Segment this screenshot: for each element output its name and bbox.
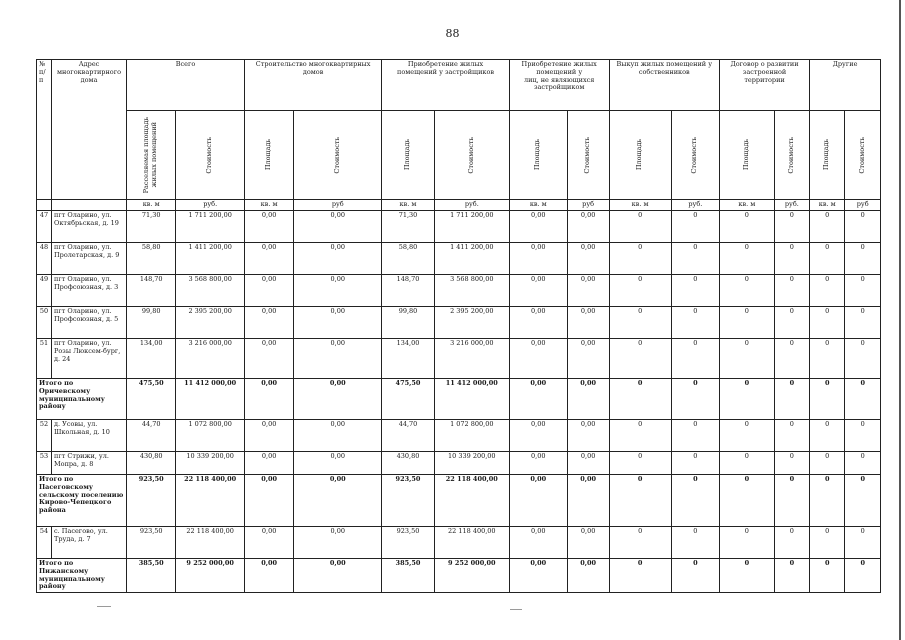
value-cell: 430,80 (382, 452, 435, 475)
unit-cell: кв. м (810, 200, 845, 211)
table-row (37, 211, 881, 243)
value-cell: 0 (845, 275, 881, 307)
value-cell: 0 (671, 243, 719, 275)
value-cell: 0 (774, 559, 809, 593)
subtotal-row (37, 559, 881, 593)
row-address: пгт Стрижи, ул. Мопра, д. 8 (52, 452, 127, 475)
value-cell: 0,00 (244, 307, 293, 339)
header-address: Адрес многоквартирного дома (52, 60, 127, 200)
header-row-groups (37, 60, 881, 111)
value-cell: 71,30 (127, 211, 176, 243)
value-cell: 0,00 (509, 559, 567, 593)
value-cell: 0 (671, 379, 719, 420)
value-cell: 1 711 200,00 (176, 211, 245, 243)
value-cell: 0,00 (509, 527, 567, 559)
value-cell: 0 (720, 527, 775, 559)
value-cell: 22 118 400,00 (434, 527, 509, 559)
value-cell: 0 (609, 475, 671, 527)
subtotal-label: Итого по Пасеговскому сельскому поселению Кирово-Чепецкого района (37, 475, 127, 527)
row-address: д. Усовы, ул. Школьная, д. 10 (52, 420, 127, 452)
value-cell: 0,00 (509, 339, 567, 379)
row-number: 48 (37, 243, 52, 275)
value-cell: 0 (810, 559, 845, 593)
unit-cell: руб. (434, 200, 509, 211)
table-row (37, 243, 881, 275)
value-cell: 0,00 (244, 379, 293, 420)
value-cell: 0 (774, 420, 809, 452)
table-row (37, 527, 881, 559)
value-cell: 0,00 (567, 559, 609, 593)
value-cell: 0,00 (567, 275, 609, 307)
subtotal-row (37, 475, 881, 527)
value-cell: 1 072 800,00 (176, 420, 245, 452)
value-cell: 0,00 (294, 307, 382, 339)
value-cell: 0,00 (567, 339, 609, 379)
value-cell: 22 118 400,00 (176, 475, 245, 527)
value-cell: 10 339 200,00 (176, 452, 245, 475)
value-cell: 1 411 200,00 (434, 243, 509, 275)
value-cell: 0 (609, 559, 671, 593)
value-cell: 0 (774, 379, 809, 420)
value-cell: 0,00 (509, 275, 567, 307)
value-cell: 22 118 400,00 (434, 475, 509, 527)
value-cell: 0 (609, 452, 671, 475)
value-cell: 923,50 (382, 527, 435, 559)
value-cell: 0 (609, 211, 671, 243)
subheader-other-area: Площадь (810, 111, 845, 200)
value-cell: 0 (774, 243, 809, 275)
value-cell: 0,00 (567, 452, 609, 475)
value-cell: 0 (810, 339, 845, 379)
value-cell: 0 (671, 275, 719, 307)
value-cell: 0,00 (294, 211, 382, 243)
value-cell: 0 (609, 243, 671, 275)
value-cell: 0,00 (509, 420, 567, 452)
subtotal-label: Итого по Оричевскому муниципальному району (37, 379, 127, 420)
row-address: пгт Оларино, ул. Розы Люксем-бург, д. 24 (52, 339, 127, 379)
value-cell: 0 (845, 527, 881, 559)
value-cell: 0 (720, 379, 775, 420)
header-group-construction: Строительство многоквартирных домов (244, 60, 381, 111)
value-cell: 148,70 (382, 275, 435, 307)
unit-cell: руб (845, 200, 881, 211)
value-cell: 0,00 (567, 379, 609, 420)
value-cell: 0 (609, 307, 671, 339)
subheader-developer-area: Площадь (382, 111, 435, 200)
value-cell: 0 (671, 420, 719, 452)
value-cell: 0 (810, 307, 845, 339)
unit-cell: кв. м (127, 200, 176, 211)
header-group-buyout: Выкуп жилых помещений у собственников (609, 60, 719, 111)
unit-cell: руб. (671, 200, 719, 211)
subheader-other-cost: Стоимость (845, 111, 881, 200)
value-cell: 923,50 (127, 527, 176, 559)
subheader-developer-cost: Стоимость (434, 111, 509, 200)
value-cell: 1 411 200,00 (176, 243, 245, 275)
value-cell: 0,00 (567, 475, 609, 527)
value-cell: 475,50 (382, 379, 435, 420)
value-cell: 0,00 (567, 420, 609, 452)
value-cell: 0,00 (294, 559, 382, 593)
value-cell: 0 (671, 527, 719, 559)
subheader-buyout-area: Площадь (609, 111, 671, 200)
value-cell: 0 (774, 307, 809, 339)
row-number: 47 (37, 211, 52, 243)
value-cell: 0 (774, 452, 809, 475)
value-cell: 0 (845, 211, 881, 243)
subheader-territory-area: Площадь (720, 111, 775, 200)
header-row-subcolumns (37, 111, 881, 200)
value-cell: 0 (845, 307, 881, 339)
value-cell: 0 (609, 339, 671, 379)
value-cell: 385,50 (382, 559, 435, 593)
unit-cell: кв. м (509, 200, 567, 211)
value-cell: 0,00 (244, 527, 293, 559)
value-cell: 9 252 000,00 (434, 559, 509, 593)
row-address: пгт Оларино, ул. Пролетарская, д. 9 (52, 243, 127, 275)
value-cell: 3 216 000,00 (176, 339, 245, 379)
value-cell: 0 (845, 420, 881, 452)
header-group-other: Другие (810, 60, 881, 111)
value-cell: 0 (845, 243, 881, 275)
row-address: с. Пасегово, ул. Труда, д. 7 (52, 527, 127, 559)
value-cell: 99,80 (382, 307, 435, 339)
value-cell: 923,50 (127, 475, 176, 527)
value-cell: 0,00 (567, 527, 609, 559)
subheader-nondeveloper-area: Площадь (509, 111, 567, 200)
value-cell: 0 (774, 339, 809, 379)
value-cell: 0 (720, 475, 775, 527)
unit-cell: кв. м (244, 200, 293, 211)
value-cell: 58,80 (382, 243, 435, 275)
header-num: № п/п (37, 60, 52, 200)
subheader-buyout-cost: Стоимость (671, 111, 719, 200)
value-cell: 0,00 (244, 475, 293, 527)
value-cell: 0,00 (294, 527, 382, 559)
subtotal-row (37, 379, 881, 420)
value-cell: 0 (810, 379, 845, 420)
value-cell: 3 568 800,00 (434, 275, 509, 307)
value-cell: 148,70 (127, 275, 176, 307)
row-number: 54 (37, 527, 52, 559)
value-cell: 0 (671, 452, 719, 475)
subheader-total-area: Расселяемая площадь жилых помещений (127, 111, 176, 200)
value-cell: 9 252 000,00 (176, 559, 245, 593)
row-number: 51 (37, 339, 52, 379)
value-cell: 0,00 (294, 379, 382, 420)
value-cell: 44,70 (127, 420, 176, 452)
value-cell: 0 (845, 379, 881, 420)
value-cell: 0,00 (509, 379, 567, 420)
value-cell: 0,00 (244, 275, 293, 307)
row-number: 50 (37, 307, 52, 339)
value-cell: 3 568 800,00 (176, 275, 245, 307)
unit-cell: кв. м (720, 200, 775, 211)
value-cell: 0 (609, 420, 671, 452)
value-cell: 0,00 (294, 243, 382, 275)
value-cell: 0,00 (509, 211, 567, 243)
value-cell: 134,00 (382, 339, 435, 379)
value-cell: 0,00 (509, 243, 567, 275)
value-cell: 58,80 (127, 243, 176, 275)
value-cell: 0 (810, 527, 845, 559)
subheader-nondeveloper-cost: Стоимость (567, 111, 609, 200)
value-cell: 0 (720, 211, 775, 243)
value-cell: 0 (671, 559, 719, 593)
value-cell: 0 (845, 339, 881, 379)
value-cell: 2 395 200,00 (176, 307, 245, 339)
subheader-territory-cost: Стоимость (774, 111, 809, 200)
table-body (37, 211, 881, 593)
value-cell: 385,50 (127, 559, 176, 593)
value-cell: 475,50 (127, 379, 176, 420)
value-cell: 0 (720, 243, 775, 275)
value-cell: 0 (810, 211, 845, 243)
value-cell: 0,00 (244, 243, 293, 275)
value-cell: 0 (671, 307, 719, 339)
subheader-construction-area: Площадь (244, 111, 293, 200)
scan-speck (510, 609, 522, 610)
scan-speck (97, 606, 111, 607)
value-cell: 0 (845, 452, 881, 475)
scan-edge-line (899, 0, 901, 640)
row-address: пгт Оларино, ул. Октябрьская, д. 19 (52, 211, 127, 243)
table-row (37, 275, 881, 307)
row-address: пгт Оларино, ул. Профсоюзная, д. 5 (52, 307, 127, 339)
value-cell: 0 (774, 475, 809, 527)
unit-cell: руб (567, 200, 609, 211)
header-group-nondeveloper: Приобретение жилых помещений у лиц, не являющихся застройщиком (509, 60, 609, 111)
value-cell: 22 118 400,00 (176, 527, 245, 559)
value-cell: 0 (671, 475, 719, 527)
value-cell: 0 (774, 527, 809, 559)
value-cell: 0 (845, 475, 881, 527)
row-number: 49 (37, 275, 52, 307)
table-row (37, 339, 881, 379)
value-cell: 0,00 (509, 452, 567, 475)
subheader-total-cost: Стоимость (176, 111, 245, 200)
value-cell: 0,00 (567, 243, 609, 275)
value-cell: 0 (810, 420, 845, 452)
value-cell: 0,00 (567, 307, 609, 339)
row-number: 53 (37, 452, 52, 475)
subtotal-label: Итого по Пижанскому муниципальному району (37, 559, 127, 593)
value-cell: 0,00 (567, 211, 609, 243)
value-cell: 0 (720, 559, 775, 593)
value-cell: 0 (774, 275, 809, 307)
table-row (37, 307, 881, 339)
value-cell: 71,30 (382, 211, 435, 243)
value-cell: 0 (720, 339, 775, 379)
table-row (37, 420, 881, 452)
value-cell: 0 (609, 275, 671, 307)
value-cell: 0,00 (294, 275, 382, 307)
value-cell: 0 (774, 211, 809, 243)
value-cell: 0,00 (244, 420, 293, 452)
value-cell: 430,80 (127, 452, 176, 475)
row-address: пгт Оларино, ул. Профсоюзная, д. 3 (52, 275, 127, 307)
unit-cell: руб (294, 200, 382, 211)
value-cell: 923,50 (382, 475, 435, 527)
value-cell: 0,00 (294, 475, 382, 527)
value-cell: 0 (720, 452, 775, 475)
units-row (37, 200, 881, 211)
value-cell: 0,00 (509, 475, 567, 527)
value-cell: 0 (810, 243, 845, 275)
unit-cell: руб. (774, 200, 809, 211)
unit-cell: кв. м (609, 200, 671, 211)
value-cell: 3 216 000,00 (434, 339, 509, 379)
value-cell: 1 072 800,00 (434, 420, 509, 452)
value-cell: 0,00 (244, 452, 293, 475)
value-cell: 0 (845, 559, 881, 593)
value-cell: 11 412 000,00 (434, 379, 509, 420)
value-cell: 0 (720, 275, 775, 307)
header-group-total: Всего (127, 60, 245, 111)
value-cell: 2 395 200,00 (434, 307, 509, 339)
value-cell: 10 339 200,00 (434, 452, 509, 475)
value-cell: 0 (671, 211, 719, 243)
value-cell: 0 (810, 475, 845, 527)
value-cell: 0,00 (244, 211, 293, 243)
value-cell: 0,00 (294, 420, 382, 452)
value-cell: 44,70 (382, 420, 435, 452)
value-cell: 0 (720, 420, 775, 452)
value-cell: 0,00 (294, 339, 382, 379)
resettlement-table (36, 59, 881, 593)
unit-cell: руб. (176, 200, 245, 211)
header-group-territory: Договор о развитии застроенной территории (720, 60, 810, 111)
value-cell: 0,00 (244, 339, 293, 379)
value-cell: 134,00 (127, 339, 176, 379)
page-number: 88 (445, 27, 460, 40)
value-cell: 0 (720, 307, 775, 339)
value-cell: 0,00 (509, 307, 567, 339)
row-number: 52 (37, 420, 52, 452)
value-cell: 0 (609, 527, 671, 559)
value-cell: 11 412 000,00 (176, 379, 245, 420)
value-cell: 0 (671, 339, 719, 379)
unit-cell: кв. м (382, 200, 435, 211)
value-cell: 99,80 (127, 307, 176, 339)
table-row (37, 452, 881, 475)
subheader-construction-cost: Стоимость (294, 111, 382, 200)
header-group-developer: Приобретение жилых помещений у застройщиков (382, 60, 510, 111)
value-cell: 0 (609, 379, 671, 420)
value-cell: 0,00 (294, 452, 382, 475)
value-cell: 1 711 200,00 (434, 211, 509, 243)
value-cell: 0 (810, 275, 845, 307)
value-cell: 0,00 (244, 559, 293, 593)
value-cell: 0 (810, 452, 845, 475)
